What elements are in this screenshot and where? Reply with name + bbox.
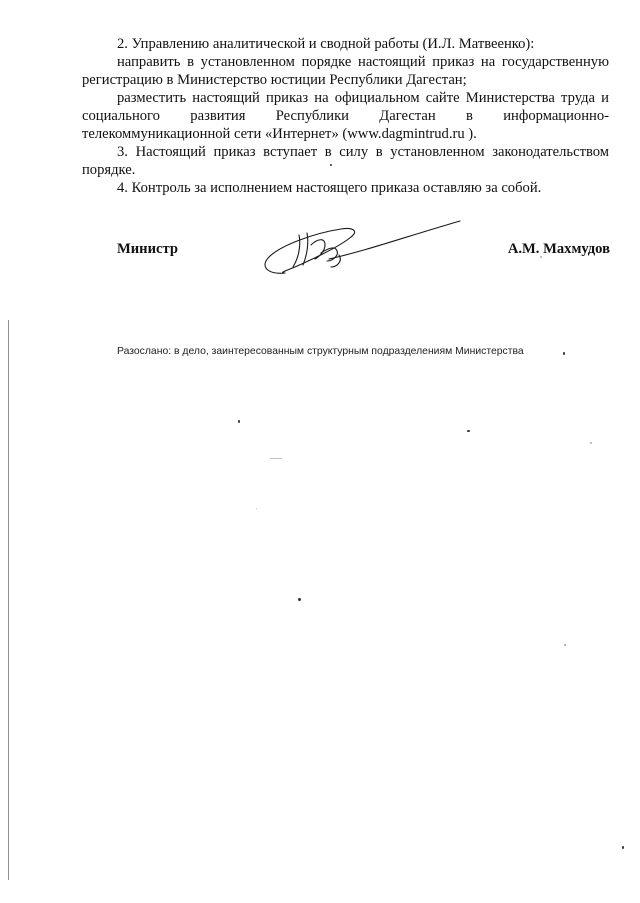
scan-speck (256, 508, 257, 509)
item-2-heading: 2. Управлению аналитической и сводной работы (И.Л. Матвеенко): (117, 36, 535, 52)
item-2-b-line-1: разместить настоящий приказ на официальном сайте Министерства труда и (117, 90, 609, 106)
signatory-title: Министр (117, 241, 178, 257)
item-3-line-1: 3. Настоящий приказ вступает в силу в установленном законодательством (117, 144, 609, 160)
scan-speck (564, 644, 566, 646)
scan-edge-line (8, 320, 9, 880)
order-body-text (82, 35, 609, 197)
scan-speck (238, 420, 240, 423)
scan-speck (330, 164, 332, 166)
scan-speck (270, 458, 282, 459)
item-4: 4. Контроль за исполнением настоящего приказа оставляю за собой. (117, 180, 542, 196)
distribution-note: Разослано: в дело, заинтересованным структурным подразделениям Министерства (117, 346, 524, 357)
scan-speck (467, 430, 470, 432)
scan-speck (563, 352, 565, 355)
scan-speck (540, 256, 542, 258)
item-2-b-line-3: телекоммуникационной сети «Интернет» (www.dagmintrud.ru ). (82, 126, 477, 142)
signatory-name: А.М. Махмудов (507, 241, 610, 257)
item-3-line-2: порядке. (82, 162, 136, 178)
item-2-b-line-2: социального развития Республики Дагестан в информационно- (82, 108, 609, 124)
scan-speck (622, 846, 624, 849)
item-2-a-line-1: направить в установленном порядке настоящий приказ на государственную (117, 54, 609, 70)
scan-speck (298, 598, 301, 601)
item-2-a-line-2: регистрацию в Министерство юстиции Республики Дагестан; (82, 72, 467, 88)
handwritten-signature (255, 215, 465, 285)
scan-speck (590, 442, 592, 444)
